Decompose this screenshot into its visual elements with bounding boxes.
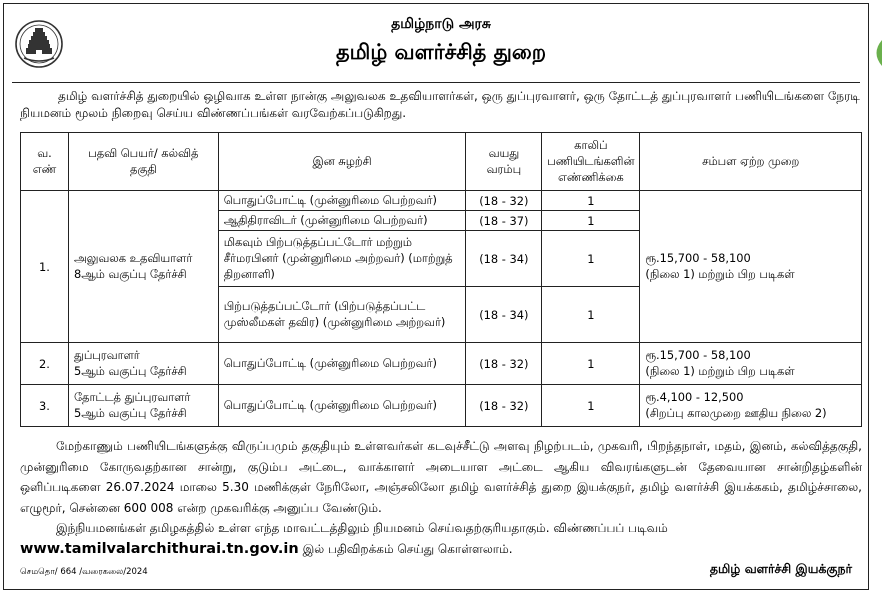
row2-serial: 2. — [21, 343, 69, 385]
row3-pay-scale: ரூ.4,100 - 12,500 — [645, 389, 744, 404]
row1b-age: (18 - 37) — [466, 211, 542, 231]
vacancy-table — [20, 132, 862, 427]
instructions-paragraph — [20, 436, 862, 518]
row1c-age: (18 - 34) — [466, 231, 542, 287]
dept-title: தமிழ் வளர்ச்சித் துறை — [335, 40, 547, 64]
row1-post-qual: 8ஆம் வகுப்பு தேர்ச்சி — [73, 266, 187, 281]
row2-pay-note: (நிலை 1) மற்றும் பிற படிகள் — [645, 363, 795, 378]
row1c-vacancies: 1 — [542, 231, 640, 287]
row1d-age: (18 - 34) — [466, 287, 542, 343]
header-serial: வ. எண் — [21, 133, 69, 191]
leaf-icon — [871, 40, 882, 66]
header-post: பதவி பெயர்/ கல்வித் தகுதி — [68, 133, 218, 191]
intro-paragraph — [20, 88, 862, 122]
header-rotation: இன சுழற்சி — [218, 133, 466, 191]
row2-rotation: பொதுப்போட்டி (முன்னுரிமை பெற்றவர்) — [218, 343, 466, 385]
row3-rotation: பொதுப்போட்டி (முன்னுரிமை பெற்றவர்) — [218, 385, 466, 427]
download-line — [20, 539, 862, 560]
row3-pay-note: (சிறப்பு காலமுறை ஊதிய நிலை 2) — [645, 405, 827, 420]
row3-post-qual: 5ஆம் வகுப்பு தேர்ச்சி — [73, 405, 187, 420]
row3-post — [68, 385, 218, 427]
row1-post — [68, 191, 218, 343]
row1-post-name: அலுவலக உதவியாளர் — [73, 250, 193, 265]
row3-post-name: தோட்டத் துப்புரவாளர் — [73, 389, 191, 404]
header-age: வயது வரம்பு — [466, 133, 542, 191]
row2-post — [68, 343, 218, 385]
row2-post-qual: 5ஆம் வகுப்பு தேர்ச்சி — [73, 363, 187, 378]
row2-pay — [640, 343, 862, 385]
row1a-vacancies: 1 — [542, 191, 640, 211]
jurisdiction-text: இந்நியமனங்கள் தமிழகத்தில் உள்ள எந்த மாவட்டத்திலும் நியமனம் செய்வதற்குரியதாகும். விண்ணப்பப் படிவம் — [56, 521, 668, 535]
jurisdiction-paragraph — [20, 518, 862, 539]
row3-age: (18 - 32) — [466, 385, 542, 427]
website-link[interactable]: www.tamilvalarchithurai.tn.gov.in — [20, 540, 299, 557]
row2-vacancies: 1 — [542, 343, 640, 385]
footer-text — [20, 436, 862, 559]
row3-pay — [640, 385, 862, 427]
row1-serial: 1. — [21, 191, 69, 343]
table-row — [21, 191, 862, 211]
download-text: இல் பதிவிறக்கம் செய்து கொள்ளலாம். — [302, 541, 513, 556]
row1-pay-note: (நிலை 1) மற்றும் பிற படிகள் — [645, 266, 795, 281]
govt-title: தமிழ்நாடு அரசு — [391, 16, 491, 32]
row1b-vacancies: 1 — [542, 211, 640, 231]
row1d-vacancies: 1 — [542, 287, 640, 343]
row2-age: (18 - 32) — [466, 343, 542, 385]
table-row — [21, 343, 862, 385]
row1b-rotation: ஆதிதிராவிடர் (முன்னுரிமை பெற்றவர்) — [218, 211, 466, 231]
intro-text: தமிழ் வளர்ச்சித் துறையில் ஒழிவாக உள்ள நான்கு அலுவலக உதவியாளர்கள், ஒரு துப்புரவாளர், ஒரு தோட்டத் துப்புரவாளர் பணியிடங்களை நேரடி நியமனம் மூலம் நிறைவு செய்ய விண்ணப்பங்கள் வரவேற்கப்படுகிறது. — [20, 89, 860, 120]
row3-serial: 3. — [21, 385, 69, 427]
row3-vacancies: 1 — [542, 385, 640, 427]
header-pay: சம்பள ஏற்ற முறை — [640, 133, 862, 191]
row2-pay-scale: ரூ.15,700 - 58,100 — [645, 347, 751, 362]
row1a-rotation: பொதுப்போட்டி (முன்னுரிமை பெற்றவர்) — [218, 191, 466, 211]
row1-pay — [640, 191, 862, 343]
reference-number: செமதொ/ 664 /வரைகலை/2024 — [20, 567, 148, 577]
row1-pay-scale: ரூ.15,700 - 58,100 — [645, 250, 751, 265]
header-vacancies: காலிப் பணியிடங்களின் எண்ணிக்கை — [542, 133, 640, 191]
row1a-age: (18 - 32) — [466, 191, 542, 211]
instructions-text: மேற்காணும் பணியிடங்களுக்கு விருப்பமும் தகுதியும் உள்ளவர்கள் கடவுச்சீட்டு அளவு நிழற்படம், முகவரி, பிறந்தநாள், மதம், இனம், கல்வித்தகுதி, முன்னுரிமை கோருவதற்கான சான்று, குடும்ப அட்டை, வாக்காளர் அடையாள அட்டை ஆகிய விவரங்களுடன் தேவையான சான்றிதழ்களின் ஒளிப்படிகளை 26.07.2024 மாலை 5.30 மணிக்குள் நேரிலோ, அஞ்சலிலோ தமிழ் வளர்ச்சித் துறை இயக்குநர், தமிழ் வளர்ச்சி இயக்ககம், தமிழ்ச்சாலை, எழுமூர், சென்னை 600 008 என்ற முகவரிக்கு அனுப்ப வேண்டும். — [20, 439, 862, 515]
row1d-rotation: பிற்படுத்தப்பட்டோர் (பிற்படுத்தப்பட்ட முஸ்லீமகள் தவிர) (முன்னுரிமை அற்றவர்) — [218, 287, 466, 343]
row1c-rotation: மிகவும் பிற்படுத்தப்பட்டோர் மற்றும் சீர்மரபினர் (முன்னுரிமை அற்றவர்) (மாற்றுத் திறனாளி) — [218, 231, 466, 287]
table-row — [21, 385, 862, 427]
header-divider — [12, 82, 860, 83]
director-signature: தமிழ் வளர்ச்சி இயக்குநர் — [709, 561, 852, 576]
row2-post-name: துப்புரவாளர் — [73, 347, 140, 362]
table-header-row — [21, 133, 862, 191]
